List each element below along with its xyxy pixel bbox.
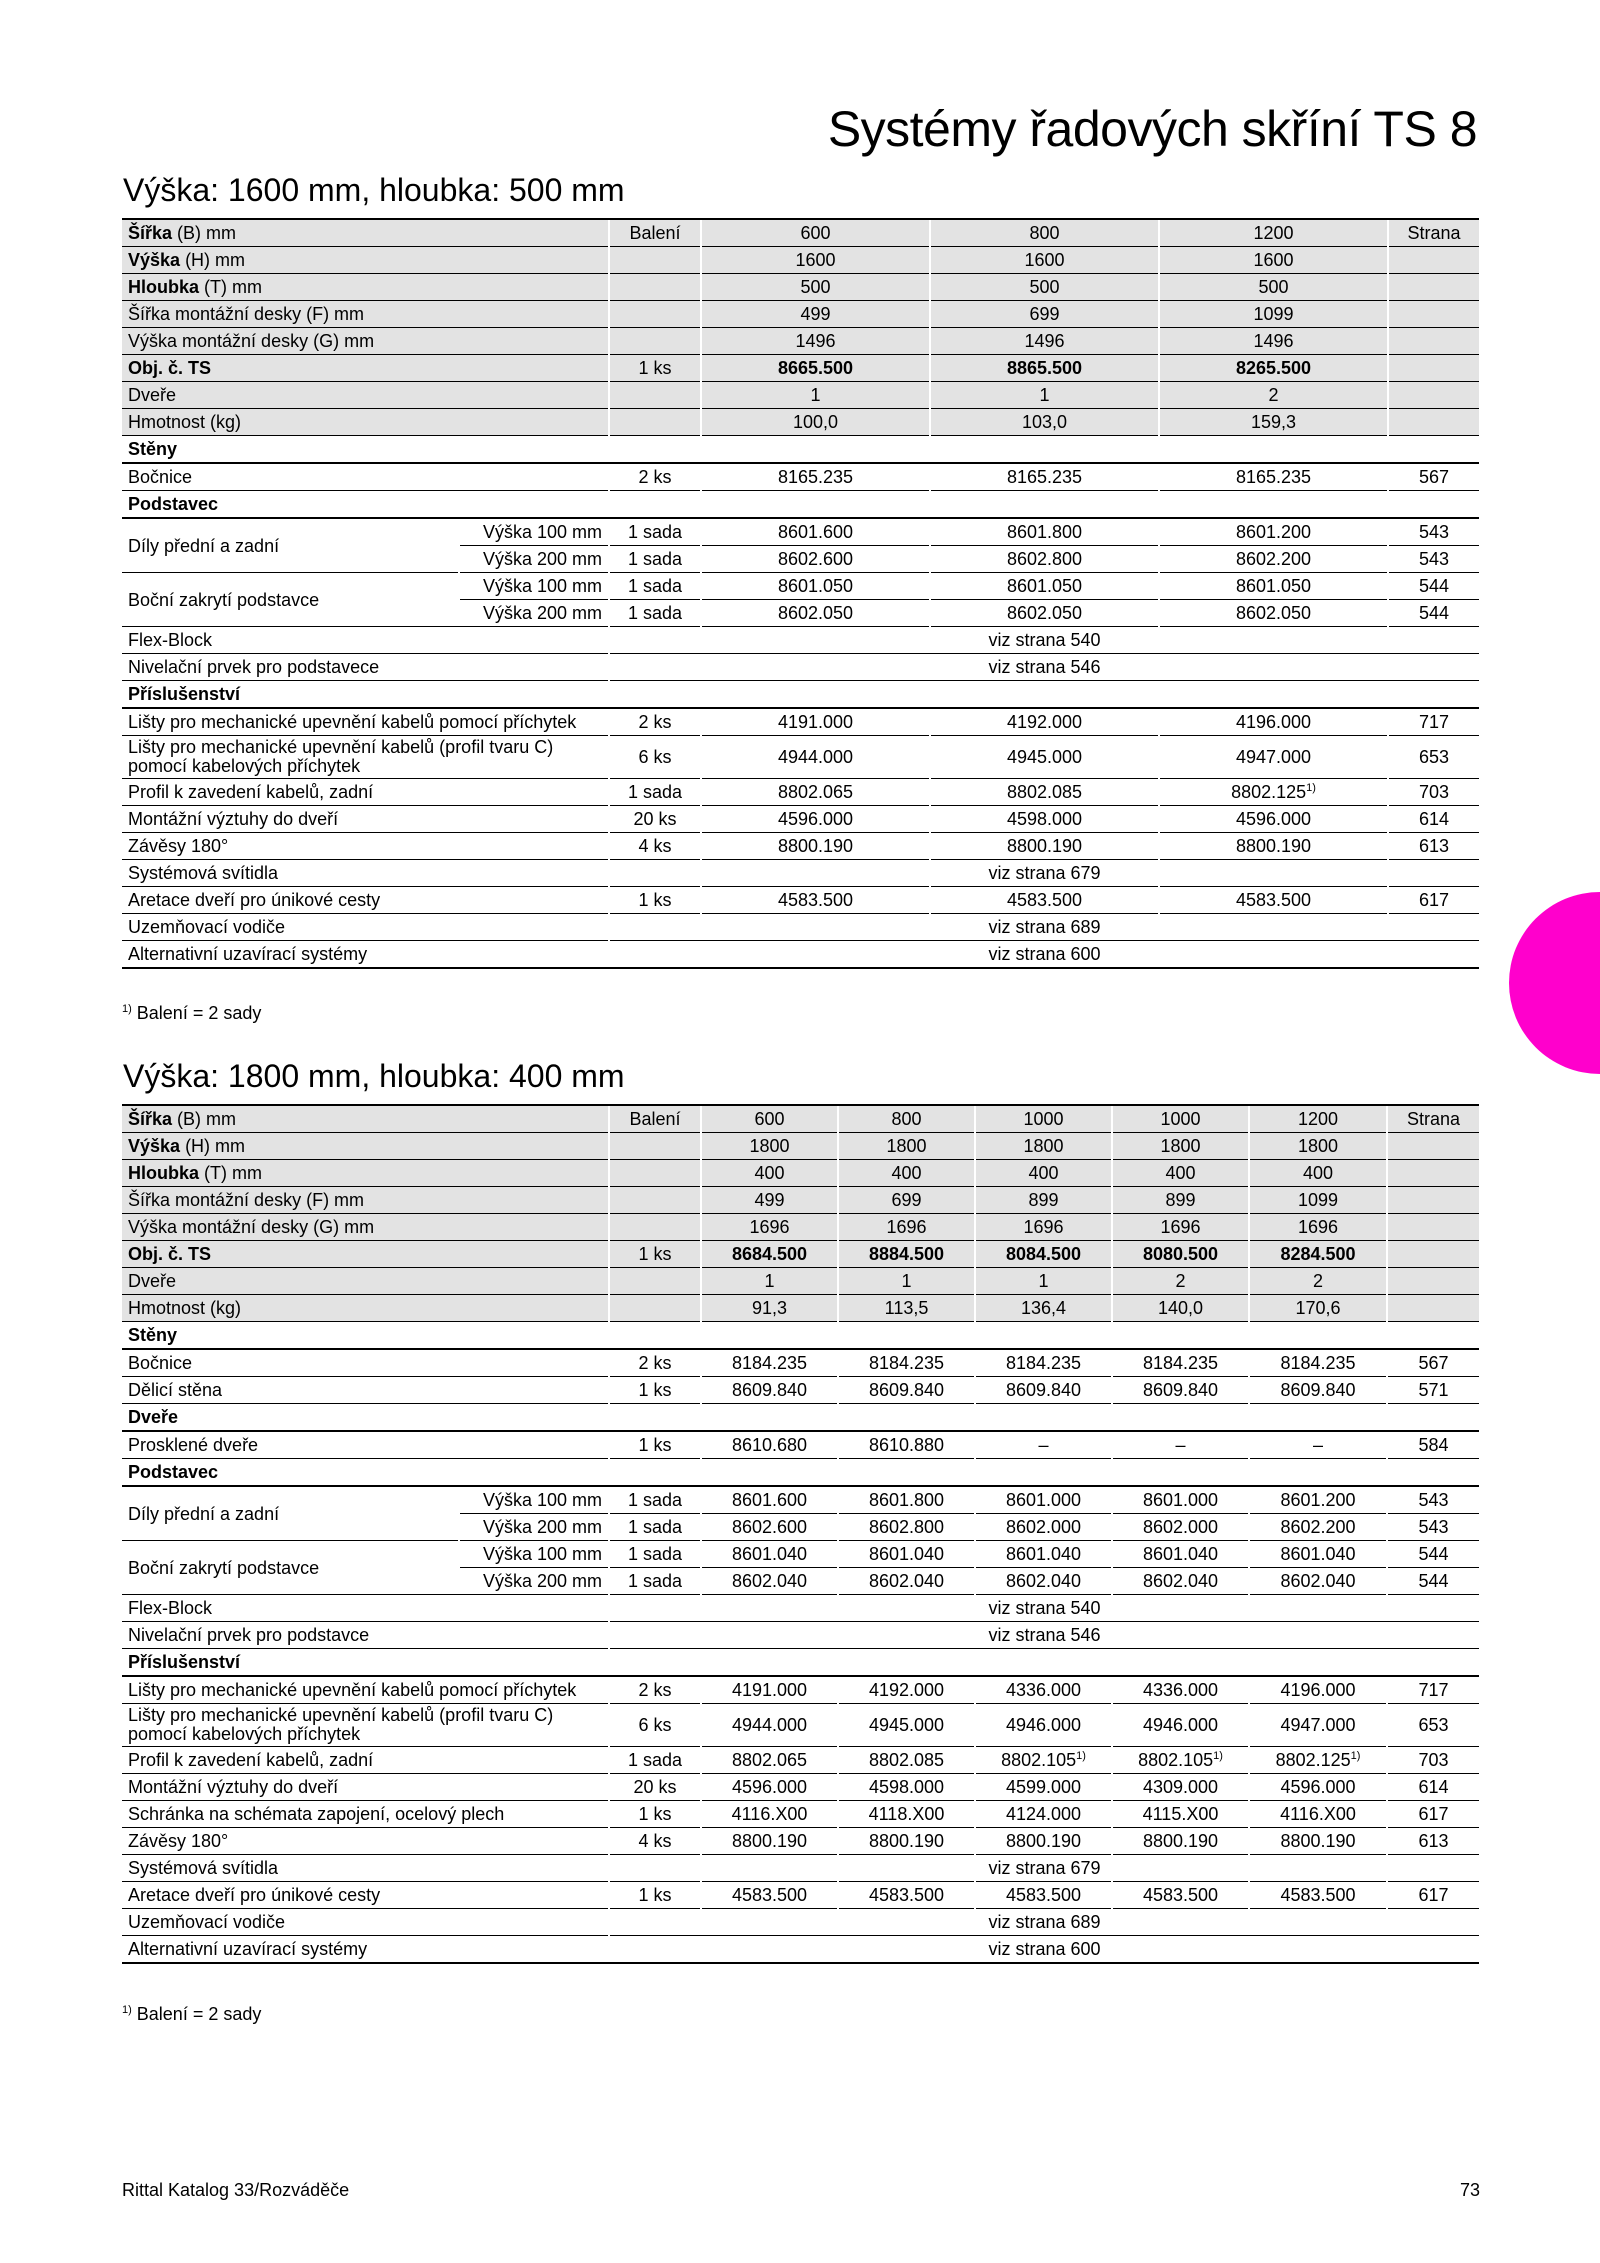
table-row: Prosklené dveře 1 ks 8610.680 8610.880 – – – 584 [122,1431,1479,1459]
table-row: Hmotnost (kg) 91,3 113,5 136,4 140,0 170,6 [122,1295,1479,1322]
table-row: Závěsy 180° 4 ks 8800.190 8800.190 8800.190 613 [122,833,1479,860]
page-title: Systémy řadových skříní TS 8 [827,101,1477,157]
table-row: Závěsy 180° 4 ks 8800.190 8800.190 8800.190 8800.190 8800.190 613 [122,1828,1479,1855]
table-row: Obj. č. TS 1 ks 8665.500 8865.500 8265.500 [122,355,1479,382]
table-row: Výška 200 mm 1 sada 8602.600 8602.800 8602.000 8602.000 8602.200 543 [122,1514,1479,1541]
table-row: Montážní výztuhy do dveří 20 ks 4596.000 4598.000 4596.000 614 [122,806,1479,833]
table-row: Uzemňovací vodiče viz strana 689 [122,914,1479,941]
section-row-prislusenstvi: Příslušenství [122,1649,1479,1677]
table-row: Nivelační prvek pro podstavece viz strana 546 [122,654,1479,681]
table-row: Nivelační prvek pro podstavce viz strana 546 [122,1622,1479,1649]
table-row: Výška (H) mm 1800 1800 1800 1800 1800 [122,1133,1479,1160]
spec-table-1600x500 [122,218,1479,969]
table-row: Boční zakrytí podstavce Výška 100 mm 1 sada 8601.050 8601.050 8601.050 544 [122,573,1479,600]
table-row: Montážní výztuhy do dveří 20 ks 4596.000 4598.000 4599.000 4309.000 4596.000 614 [122,1774,1479,1801]
table-row: Výška 200 mm 1 sada 8602.040 8602.040 8602.040 8602.040 8602.040 544 [122,1568,1479,1595]
table-row: Lišty pro mechanické upevnění kabelů (profil tvaru C) pomocí kabelových příchytek 6 ks 4944.000 4945.000 4946.000 4946.000 4947.000 653 [122,1704,1479,1747]
table-row: Systémová svítidla viz strana 679 [122,1855,1479,1882]
footnote-1: $^{1)}$ Balení = 2 sady [122,1003,262,1023]
section-heading-1800x400: Výška: 1800 mm, hloubka: 400 mm [123,1058,625,1094]
table-row: Profil k zavedení kabelů, zadní 1 sada 8802.065 8802.085 8802.105$^{1)}$ 8802.105$^{1)}$ 8802.125$^{1)}$ 703 [122,1747,1479,1774]
table-row: Bočnice 2 ks 8184.235 8184.235 8184.235 8184.235 8184.235 567 [122,1349,1479,1377]
table-row: Bočnice 2 ks 8165.235 8165.235 8165.235 567 [122,463,1479,491]
section-row-dvere: Dveře [122,1404,1479,1432]
table-row: Systémová svítidla viz strana 679 [122,860,1479,887]
table-row: Aretace dveří pro únikové cesty 1 ks 4583.500 4583.500 4583.500 617 [122,887,1479,914]
footnote-2: $^{1)}$ Balení = 2 sady [122,2004,262,2024]
table-row: Výška 200 mm 1 sada 8602.600 8602.800 8602.200 543 [122,546,1479,573]
table-row: Alternativní uzavírací systémy viz strana 600 [122,941,1479,969]
table-row: Alternativní uzavírací systémy viz strana 600 [122,1936,1479,1964]
table-row: Šířka montážní desky (F) mm 499 699 899 899 1099 [122,1187,1479,1214]
table-row: Šířka (B) mm Balení 600 800 1200 Strana [122,219,1479,247]
section-row-prislusenstvi: Příslušenství [122,681,1479,709]
table-row: Boční zakrytí podstavce Výška 100 mm 1 sada 8601.040 8601.040 8601.040 8601.040 8601.040 544 [122,1541,1479,1568]
table-row: Uzemňovací vodiče viz strana 689 [122,1909,1479,1936]
table-row: Šířka montážní desky (F) mm 499 699 1099 [122,301,1479,328]
table-row: Díly přední a zadní Výška 100 mm 1 sada 8601.600 8601.800 8601.200 543 [122,518,1479,546]
table-row: Dveře 1 1 1 2 2 [122,1268,1479,1295]
section-tab-marker [1509,892,1600,1074]
table-row: Dělicí stěna 1 ks 8609.840 8609.840 8609.840 8609.840 8609.840 571 [122,1377,1479,1404]
table-row: Hloubka (T) mm 400 400 400 400 400 [122,1160,1479,1187]
table-row: Obj. č. TS 1 ks 8684.500 8884.500 8084.500 8080.500 8284.500 [122,1241,1479,1268]
section-row-steny: Stěny [122,436,1479,464]
table-row: Lišty pro mechanické upevnění kabelů pomocí příchytek 2 ks 4191.000 4192.000 4336.000 4336.000 4196.000 717 [122,1676,1479,1704]
table-row: Šířka (B) mm Balení 600 800 1000 1000 1200 Strana [122,1105,1479,1133]
table-row: Hmotnost (kg) 100,0 103,0 159,3 [122,409,1479,436]
page-number: 73 [1459,2180,1480,2200]
table-row: Lišty pro mechanické upevnění kabelů (profil tvaru C) pomocí kabelových příchytek 6 ks 4944.000 4945.000 4947.000 653 [122,736,1479,779]
table-row: Výška (H) mm 1600 1600 1600 [122,247,1479,274]
section-row-steny: Stěny [122,1322,1479,1350]
table-row: Lišty pro mechanické upevnění kabelů pomocí příchytek 2 ks 4191.000 4192.000 4196.000 717 [122,708,1479,736]
table-row: Schránka na schémata zapojení, ocelový plech 1 ks 4116.X00 4118.X00 4124.000 4115.X00 4116.X00 617 [122,1801,1479,1828]
table-row: Díly přední a zadní Výška 100 mm 1 sada 8601.600 8601.800 8601.000 8601.000 8601.200 543 [122,1486,1479,1514]
table-row: Flex-Block viz strana 540 [122,627,1479,654]
section-heading-1600x500: Výška: 1600 mm, hloubka: 500 mm [123,172,625,208]
table-row: Výška montážní desky (G) mm 1696 1696 1696 1696 1696 [122,1214,1479,1241]
table-row: Hloubka (T) mm 500 500 500 [122,274,1479,301]
table-row: Výška 200 mm 1 sada 8602.050 8602.050 8602.050 544 [122,600,1479,627]
footer-catalog: Rittal Katalog 33/Rozváděče [122,2180,350,2200]
table-row: Dveře 1 1 2 [122,382,1479,409]
table-row: Flex-Block viz strana 540 [122,1595,1479,1622]
section-row-podstavec: Podstavec [122,491,1479,519]
table-row: Výška montážní desky (G) mm 1496 1496 1496 [122,328,1479,355]
section-row-podstavec: Podstavec [122,1459,1479,1487]
table-row: Profil k zavedení kabelů, zadní 1 sada 8802.065 8802.085 8802.125$^{1)}$ 703 [122,779,1479,806]
spec-table-1800x400 [122,1104,1479,1964]
table-row: Aretace dveří pro únikové cesty 1 ks 4583.500 4583.500 4583.500 4583.500 4583.500 617 [122,1882,1479,1909]
